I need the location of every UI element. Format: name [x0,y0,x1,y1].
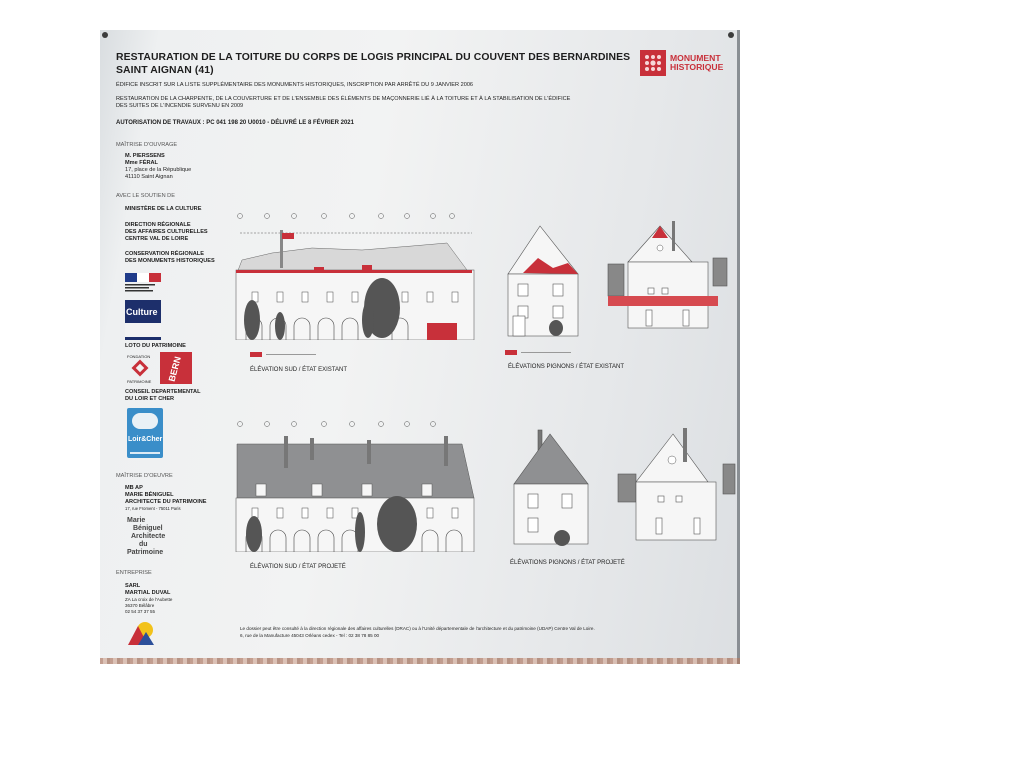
maitrise-oeuvre-heading: MAÎTRISE D'OEUVRE [116,473,173,479]
legend-swatch-2 [505,350,585,356]
mh-line1: MONUMENT [670,53,721,63]
moe-line2: MARIE BÉNIGUEL [125,492,174,498]
legend-swatch-1 [250,352,330,358]
panel-title-line1: RESTAURATION DE LA TOITURE DU CORPS DE LOGIS PRINCIPAL DU COUVENT DES BERNARDINES [116,52,631,63]
elevation-sud-projete-drawing [232,416,482,552]
signature-line1: Marie [127,517,146,524]
description-line2: DES SUITES DE L'INCENDIE SURVENU EN 2009 [116,103,244,109]
crmh-line2: DES MONUMENTS HISTORIQUES [125,258,215,264]
fondation-patrimoine-logo [127,354,155,384]
loto-label: LOTO DU PATRIMOINE [125,343,186,349]
loir-et-cher-logo [127,408,163,458]
bern-text: BERN [166,355,183,383]
mo-name1: M. PIERSSENS [125,153,165,159]
description-line1: RESTAURATION DE LA CHARPENTE, DE LA COUVERTURE ET DE L'ENSEMBLE DES ÉLÉMENTS DE MAÇONNERIE LIÉ À LA TOITURE ET À LA STABILISATION DE L'ÉDIFICE [116,96,571,102]
caption-pignons-existant: ÉLÉVATIONS PIGNONS / ÉTAT EXISTANT [508,364,625,370]
screw [102,32,108,38]
architect-signature-block [127,517,165,557]
conseil-line1: CONSEIL DEPARTEMENTAL [125,389,201,395]
monument-historique-logo [640,50,666,76]
soutien-heading: AVEC LE SOUTIEN DE [116,193,175,199]
culture-logo-text: Culture [126,307,158,317]
moe-line1: MB AP [125,485,143,491]
inscription-text: ÉDIFICE INSCRIT SUR LA LISTE SUPPLÉMENTAIRE DES MONUMENTS HISTORIQUES, INSCRIPTION PAR ARRÊTÉ DU 9 JANVIER 2006 [116,82,474,88]
crmh-line1: CONSERVATION RÉGIONALE [125,251,204,257]
fondation-label: FONDATION [127,354,151,359]
signature-line4: du [139,541,148,548]
loir-et-cher-text: Loir&Cher [128,436,163,443]
information-panel [100,30,740,664]
entreprise-address1: ZA La croix de l'Aubette [125,597,173,602]
signature-line3: Architecte [131,533,166,540]
drac-line2: DES AFFAIRES CULTURELLES [125,229,208,235]
mo-name2: Mme FÉRAL [125,160,158,166]
footer-line1: Le dossier peut être consulté à la direction régionale des affaires culturelles (DRAC) ou à l'Unité départementale de l'architecture et du patrimoine (UDAP) Centre Val de Loire. [240,626,595,631]
caption-pignons-projete: ÉLÉVATIONS PIGNONS / ÉTAT PROJETÉ [510,560,625,566]
mission-bern-logo [160,352,192,384]
mh-line2: HISTORIQUE [670,62,724,72]
patrimoine-label: PATRIMOINE [127,379,152,384]
entreprise-heading: ENTREPRISE [116,570,152,576]
elevation-pignons-projete-drawing [498,426,738,550]
republique-francaise-logo [125,273,161,297]
elevation-pignons-existant-drawing [498,218,738,338]
conseil-line2: DU LOIR ET CHER [125,396,175,402]
panel-edge [737,30,740,664]
entreprise-address2: 36370 Bélâbre [125,603,155,608]
mo-address2: 41110 Saint Aignan [125,174,173,180]
entreprise-line2: MARTIAL DUVAL [125,590,171,596]
mo-address1: 17, place de la République [125,167,192,173]
drac-line1: DIRECTION RÉGIONALE [125,222,191,228]
screw [728,32,734,38]
signature-line5: Patrimoine [127,549,164,556]
moe-line3: ARCHITECTE DU PATRIMOINE [125,499,207,505]
signature-line2: Béniguel [133,525,163,532]
caption-sud-projete: ÉLÉVATION SUD / ÉTAT PROJETÉ [250,564,346,570]
elevation-sud-existant-drawing [232,208,482,340]
moe-address: 17, rue Froment - 75011 Paris [125,506,181,511]
panel-rust-edge [100,658,740,664]
drac-line3: CENTRE VAL DE LOIRE [125,236,189,242]
monument-historique-label [670,54,723,72]
panel-title-line2: SAINT AIGNAN (41) [116,65,214,76]
caption-sud-existant: ÉLÉVATION SUD / ÉTAT EXISTANT [250,367,348,373]
footer-line2: 6, rue de la Manufacture 45043 Orléans cedex - Tel : 02 38 78 85 00 [240,633,380,638]
martial-duval-logo [126,620,158,646]
entreprise-line1: SARL [125,583,141,589]
authorization-text: AUTORISATION DE TRAVAUX : PC 041 198 20 U0010 - DÉLIVRÉ LE 8 FÉVRIER 2021 [116,120,354,126]
ministere-label: MINISTÈRE DE LA CULTURE [125,206,202,212]
culture-logo [125,300,161,340]
maitrise-ouvrage-heading: MAÎTRISE D'OUVRAGE [116,142,178,148]
entreprise-phone: 02 54 37 37 55 [125,609,156,614]
